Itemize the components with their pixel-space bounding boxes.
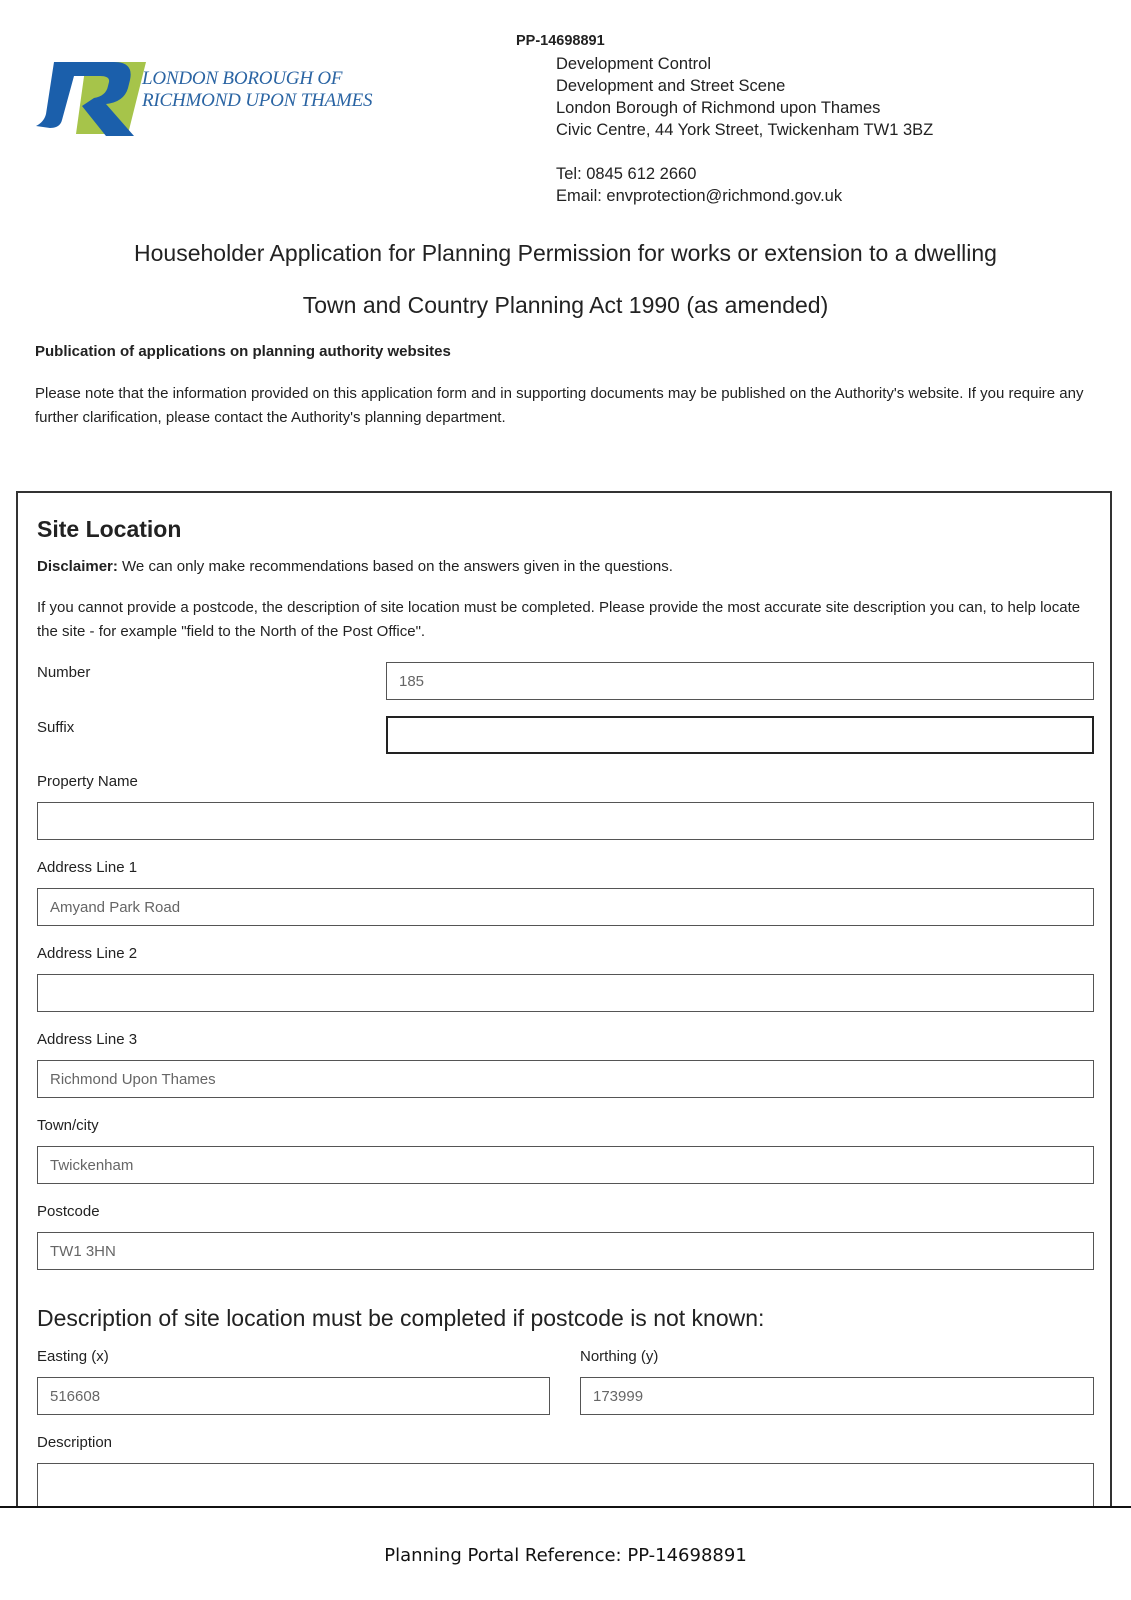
number-input[interactable]: [386, 662, 1094, 700]
page-subtitle: Town and Country Planning Act 1990 (as amended): [302, 292, 829, 318]
section-heading: Site Location: [37, 516, 182, 542]
publication-heading: Publication of applications on planning authority websites: [35, 343, 451, 360]
town-city-label: Town/city: [37, 1117, 99, 1134]
logo-text-line2: RICHMOND UPON THAMES: [142, 90, 373, 111]
address-line: Development Control: [556, 55, 711, 73]
address-line: London Borough of Richmond upon Thames: [556, 99, 881, 117]
description-label: Description: [37, 1434, 113, 1451]
reference-number: PP-14698891: [516, 33, 605, 49]
northing-label: Northing (y): [580, 1348, 659, 1365]
property-name-input[interactable]: [37, 802, 1094, 840]
instructions: If you cannot provide a postcode, the description of site location must be completed. Please provide the most accurate site description you can, to help locate the site - for example "field to the North of the Post Office".: [37, 599, 1081, 640]
northing-input[interactable]: [580, 1377, 1094, 1415]
property-name-label: Property Name: [37, 773, 138, 790]
logo-text: [142, 68, 372, 112]
footer-reference: Planning Portal Reference: PP-14698891: [384, 1545, 747, 1566]
disclaimer-label: Disclaimer:: [37, 558, 118, 575]
council-address: [556, 53, 933, 207]
description-heading: Description of site location must be completed if postcode is not known:: [37, 1305, 765, 1331]
postcode-input[interactable]: [37, 1232, 1094, 1270]
publication-text: Please note that the information provided on this application form and in supporting documents may be published on the Authority's website. If you require any further clarification, please contact the Authority's planning department.: [35, 385, 1084, 426]
address-line-1-input[interactable]: [37, 888, 1094, 926]
address-line-3-label: Address Line 3: [37, 1031, 138, 1048]
suffix-input[interactable]: [386, 716, 1094, 754]
number-label: Number: [37, 664, 91, 681]
disclaimer-text: We can only make recommendations based on the answers given in the questions.: [117, 558, 673, 575]
site-location-section: [16, 491, 1112, 1591]
disclaimer: [37, 558, 673, 575]
council-logo: [36, 58, 146, 138]
easting-input[interactable]: [37, 1377, 550, 1415]
suffix-label: Suffix: [37, 719, 75, 736]
address-line-1-label: Address Line 1: [37, 859, 138, 876]
address-line-2-input[interactable]: [37, 974, 1094, 1012]
telephone: Tel: 0845 612 2660: [556, 165, 697, 183]
logo-text-line1: LONDON BOROUGH OF: [142, 68, 343, 89]
address-line: Civic Centre, 44 York Street, Twickenham TW1 3BZ: [556, 121, 934, 139]
address-line-2-label: Address Line 2: [37, 945, 138, 962]
address-line-3-input[interactable]: [37, 1060, 1094, 1098]
page-title: Householder Application for Planning Permission for works or extension to a dwelling: [134, 240, 997, 266]
easting-label: Easting (x): [37, 1348, 109, 1365]
footer-divider: [0, 1506, 1131, 1508]
email: Email: envprotection@richmond.gov.uk: [556, 187, 843, 205]
address-line: Development and Street Scene: [556, 77, 786, 95]
town-city-input[interactable]: [37, 1146, 1094, 1184]
postcode-label: Postcode: [37, 1203, 100, 1220]
